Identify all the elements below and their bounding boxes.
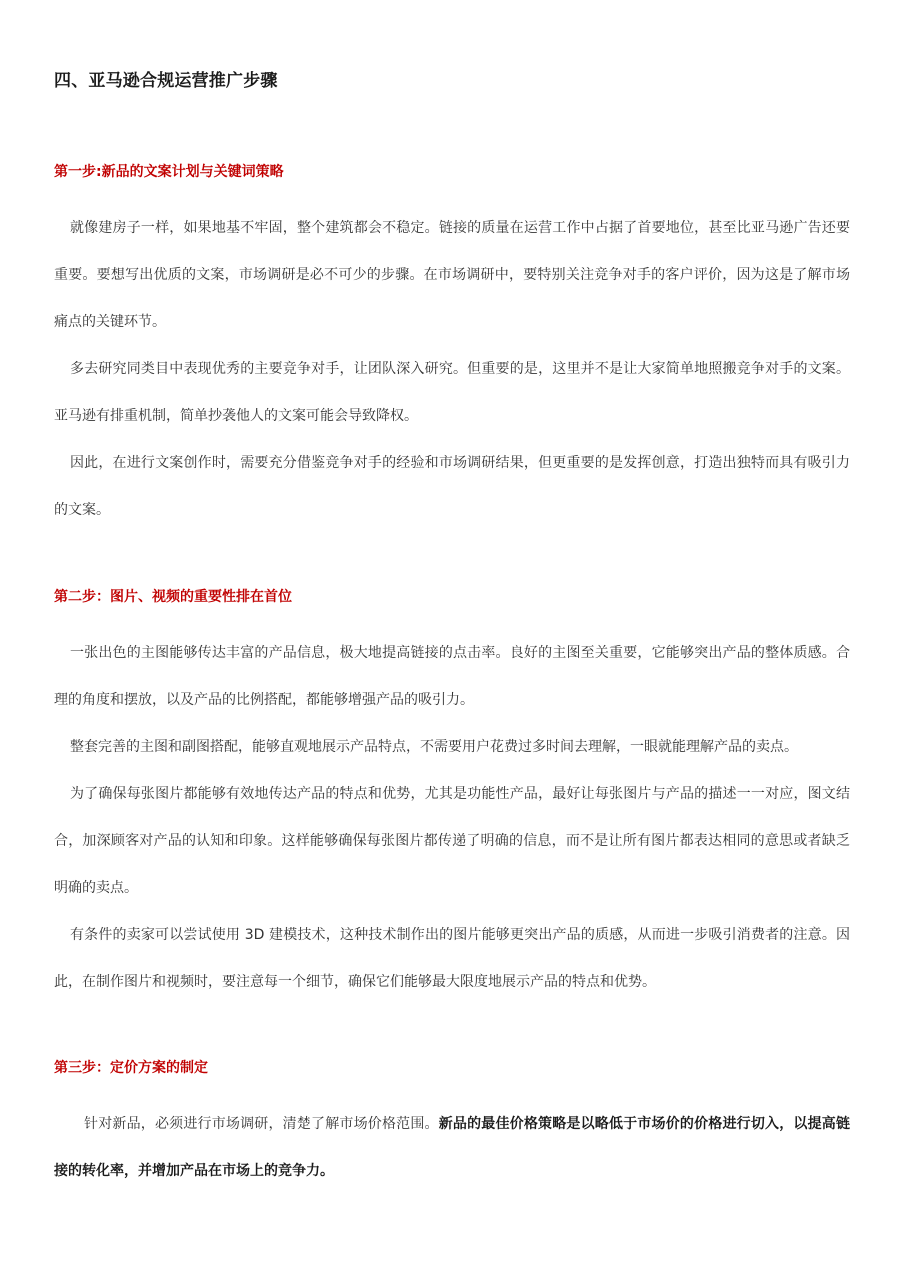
step-1-paragraph-1: 就像建房子一样，如果地基不牢固，整个建筑都会不稳定。链接的质量在运营工作中占据了首要地位，甚至比亚马逊广告还要重要。要想写出优质的文案，市场调研是必不可少的步骤。在市场调研中，要特别关注竞争对手的客户评价，因为这是了解市场痛点的关键环节。 [54,220,850,330]
section-step-2 [54,587,850,1006]
step-1-paragraph-3: 因此，在进行文案创作时，需要充分借鉴竞争对手的经验和市场调研结果，但更重要的是发挥创意，打造出独特而具有吸引力的文案。 [54,455,850,518]
step-3-paragraph [54,1101,850,1195]
page-title: 四、亚马逊合规运营推广步骤 [54,71,278,91]
step-2-paragraph-4: 有条件的卖家可以尝试使用 3D 建模技术，这种技术制作出的图片能够更突出产品的质感，从而进一步吸引消费者的注意。因此，在制作图片和视频时，要注意每一个细节，确保它们能够最大限度地展示产品的特点和优势。 [54,927,850,990]
section-step-3 [54,1058,850,1195]
step-2-paragraph-3: 为了确保每张图片都能够有效地传达产品的特点和优势，尤其是功能性产品，最好让每张图片与产品的描述一一对应，图文结合，加深顾客对产品的认知和印象。这样能够确保每张图片都传递了明确的信息，而不是让所有图片都表达相同的意思或者缺乏明确的卖点。 [54,786,850,896]
step-3-emphasis-text: 新品的最佳价格策略是以略低于市场价的价格进行切入，以提高链接的转化率，并增加产品在市场上的竞争力。 [54,1116,851,1179]
step-2-heading: 第二步：图片、视频的重要性排在首位 [54,589,292,605]
step-2-paragraph-2: 整套完善的主图和副图搭配，能够直观地展示产品特点，不需要用户花费过多时间去理解，一眼就能理解产品的卖点。 [70,739,798,755]
section-step-1 [54,162,850,534]
step-3-heading: 第三步：定价方案的制定 [54,1060,208,1076]
step-1-paragraph-2: 多去研究同类目中表现优秀的主要竞争对手，让团队深入研究。但重要的是，这里并不是让大家简单地照搬竞争对手的文案。亚马逊有排重机制，简单抄袭他人的文案可能会导致降权。 [54,361,850,424]
step-1-heading: 第一步:新品的文案计划与关键词策略 [54,164,284,180]
step-3-intro-text: 针对新品，必须进行市场调研，清楚了解市场价格范围。 [84,1116,439,1132]
step-2-paragraph-1: 一张出色的主图能够传达丰富的产品信息，极大地提高链接的点击率。良好的主图至关重要，它能够突出产品的整体质感。合理的角度和摆放，以及产品的比例搭配，都能够增强产品的吸引力。 [54,645,850,708]
